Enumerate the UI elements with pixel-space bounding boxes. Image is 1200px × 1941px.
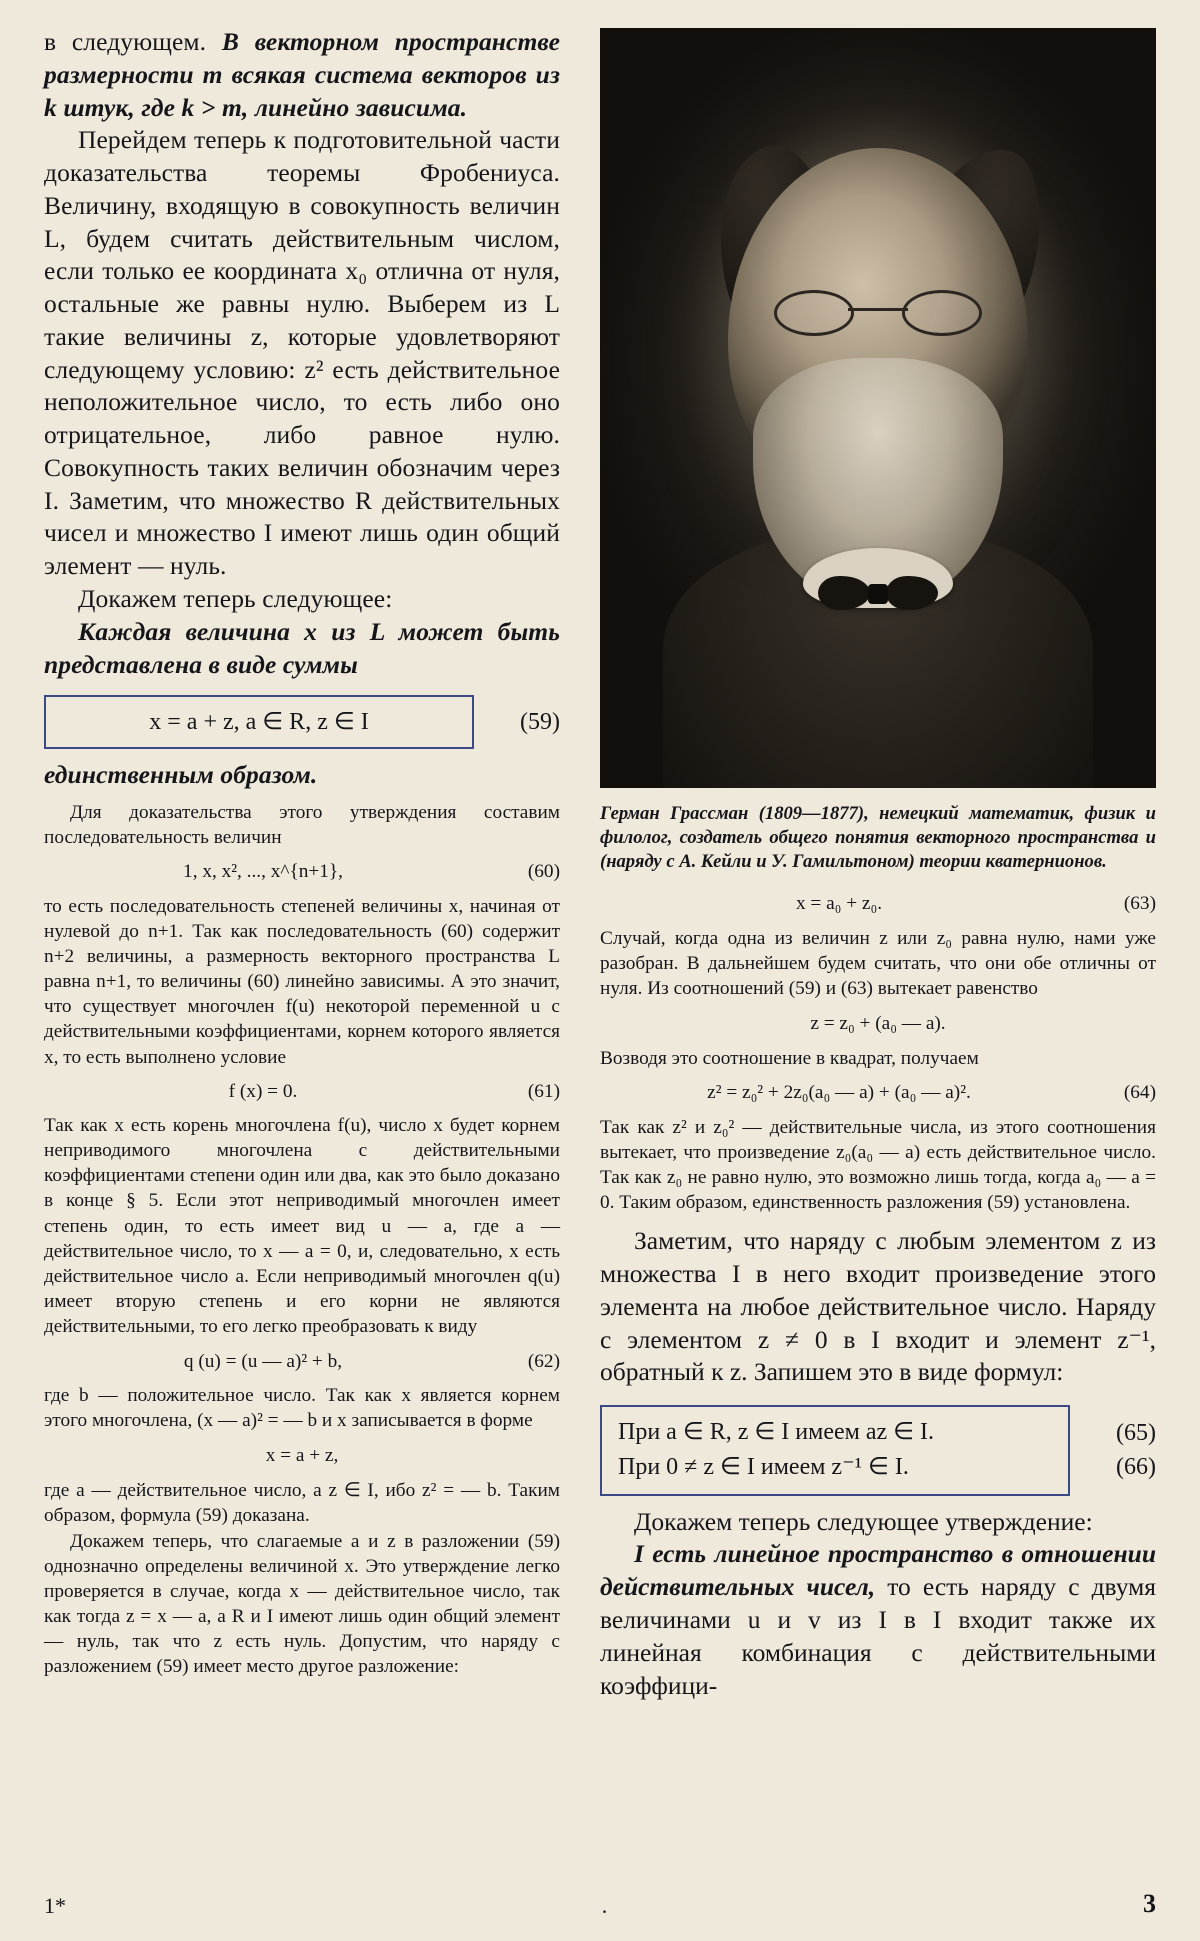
formula-64: z² = z₀² + 2z₀(a₀ — a) + (a₀ — a)². [707, 1082, 971, 1104]
formula-59-number: (59) [520, 708, 560, 735]
paragraph-lets-prove: Докажем теперь следующее: [78, 584, 393, 614]
formula-65: При a ∈ R, z ∈ I имеем az ∈ I. [618, 1419, 935, 1446]
paragraph-uniqueness: Докажем теперь, что слагаемые a и z в разложении (59) однозначно определены величиной x. Это утверждение легко проверяется в случае, когда x — действительное число, так как тогда z = x — a, а R и I имеют лишь один общий элемент — нуль, так что z есть нуль. Допустим, что наряду с разложением (59) имеет место другое разложение: [44, 1530, 560, 1678]
formula-60-row [44, 859, 560, 884]
formulas-65-66-box [600, 1405, 1070, 1496]
two-column-layout [44, 26, 1156, 1866]
portrait-glasses [774, 290, 982, 330]
page-footer [44, 1889, 1156, 1919]
portrait-bowtie-knot [868, 584, 888, 604]
lead-text: в следующем. [44, 27, 222, 56]
paragraph-frobenius: Перейдем теперь к подготовительной части доказательства теоремы Фробениуса. Величину, входящую в совокупность величин L, будем считать действительным числом, если только ее координата x₀ отлична от нуля, остальные же равны нулю. Выберем из L такие величины z, которые удовлетворяют следующему условию: z² есть действительное неположительное число, то есть либо оно отрицательное, либо равное нулю. Совокупность таких величин обозначим через I. Заметим, что множество R действительных чисел и множество I имеют лишь один общий элемент — нуль. [44, 125, 560, 581]
page-number: 3 [1143, 1889, 1156, 1918]
statement-italic: Каждая величина x из L может быть представлена в виде суммы [44, 616, 560, 679]
linear-space-italic: I есть линейное пространство в отношении действительных чисел, [600, 1539, 1156, 1602]
formula-64-number: (64) [1123, 1082, 1156, 1104]
formula-61: f (x) = 0. [228, 1080, 298, 1102]
formulas-65-66-numbers [1070, 1405, 1156, 1496]
right-column [600, 26, 1156, 1866]
paragraph-irreducible: Так как x есть корень многочлена f(u), число x будет корнем неприводимого многочлена с действительными коэффициентами степени один или два, как это было доказано в конце § 5. Если этот неприводимый многочлен имеет степень один, то есть имеет вид u — a, где a — действительное число, то x — a = 0, и, следовательно, x есть действительное число a. Если неприводимый многочлен q(u) имеет вторую степень и его корни не являются действительными, то его легко преобразовать к виду [44, 1114, 560, 1338]
paragraph-prove-statement: Докажем теперь следующее утверждение: [634, 1506, 1093, 1536]
paragraph-where-a: где a — действительное число, а z ∈ I, ибо z² = — b. Таким образом, формула (59) доказана. [44, 1480, 560, 1527]
left-column [44, 26, 560, 1866]
formula-z-relation: z = z₀ + (a₀ — a). [810, 1013, 946, 1035]
linear-space-rest: то есть наряду с двумя величинами u и v из I в I входит также их линейная комбинация с действительными коэффици- [600, 1572, 1157, 1700]
formula-63-row [600, 891, 1156, 916]
statement-italic-end: единственным образом. [44, 760, 318, 790]
formula-60: 1, x, x², ..., x^{n+1}, [183, 861, 343, 883]
paragraph-case-zero: Случай, когда одна из величин z или z₀ равна нулю, нами уже разобран. В дальнейшем будем считать, что они обе отличны от нуля. Из соотношений (59) и (63) вытекает равенство [600, 927, 1156, 999]
glasses-lens-right [902, 290, 982, 336]
formula-63: x = a₀ + z₀. [795, 893, 883, 915]
formula-59-row [44, 695, 560, 749]
formula-61-row [44, 1079, 560, 1104]
formula-65-number: (65) [1116, 1419, 1156, 1446]
portrait-caption: Герман Грассман (1809—1877), немецкий математик, физик и филолог, создатель общего понятия векторного пространства и (наряду с А. Кейли и У. Гамильтоном) теории кватернионов. [600, 803, 1156, 872]
formula-x-a-z: x = a + z, [265, 1445, 339, 1467]
formula-61-number: (61) [527, 1080, 560, 1102]
paragraph-sequence: то есть последовательность степеней величины x, начиная от нулевой до n+1. Так как последовательность (60) содержит n+2 величины, а размерность векторного пространства L равна n+1, то величины (60) линейно зависимы. А это значит, что существует многочлен f(u) некоторой переменной u с действительными коэффициентами, корнем которого является x, то есть выполнено условие [44, 895, 560, 1068]
formula-63-number: (63) [1123, 893, 1156, 915]
paragraph-b-positive: где b — положительное число. Так как x является корнем этого многочлена, (x — a)² = — b и x записывается в форме [44, 1384, 560, 1431]
formulas-65-66-row [600, 1405, 1156, 1496]
glasses-lens-left [774, 290, 854, 336]
formula-59: x = a + z, a ∈ R, z ∈ I [44, 695, 474, 749]
paragraph-linear-space [600, 1538, 1156, 1702]
glasses-bridge [848, 308, 908, 311]
formula-62: q (u) = (u — a)² + b, [183, 1350, 343, 1372]
theorem-italic: В векторном пространстве размерности m всякая система векторов из k штук, где k > m, линейно зависима. [44, 27, 561, 122]
center-mark: . [601, 1893, 608, 1918]
paragraph-continuation [44, 26, 560, 124]
formula-66: При 0 ≠ z ∈ I имеем z⁻¹ ∈ I. [618, 1453, 909, 1480]
paragraph-proof-intro: Для доказательства этого утверждения составим последовательность величин [44, 802, 560, 849]
signature-mark: 1* [44, 1893, 66, 1918]
paragraph-squaring: Возводя это соотношение в квадрат, получаем [600, 1048, 979, 1070]
paragraph-remark-inverse: Заметим, что наряду с любым элементом z из множества I в него входит произведение этого элемента на любое действительное число. Наряду с элементом z ≠ 0 в I входит и элемент z⁻¹, обратный к z. Запишем это в виде формул: [600, 1226, 1156, 1387]
formula-62-row [44, 1349, 560, 1374]
formula-62-number: (62) [527, 1350, 560, 1372]
formula-64-row [600, 1080, 1156, 1105]
paragraph-real-numbers: Так как z² и z₀² — действительные числа, из этого соотношения вытекает, что произведение z₀(a₀ — a) есть действительное число. Так как z₀ не равно нулю, это возможно лишь тогда, когда a₀ — a = 0. Таким образом, единственность разложения (59) установлена. [600, 1116, 1156, 1214]
formula-66-number: (66) [1116, 1454, 1156, 1481]
formula-60-number: (60) [527, 861, 560, 883]
portrait-hermann-grassmann [600, 28, 1156, 788]
